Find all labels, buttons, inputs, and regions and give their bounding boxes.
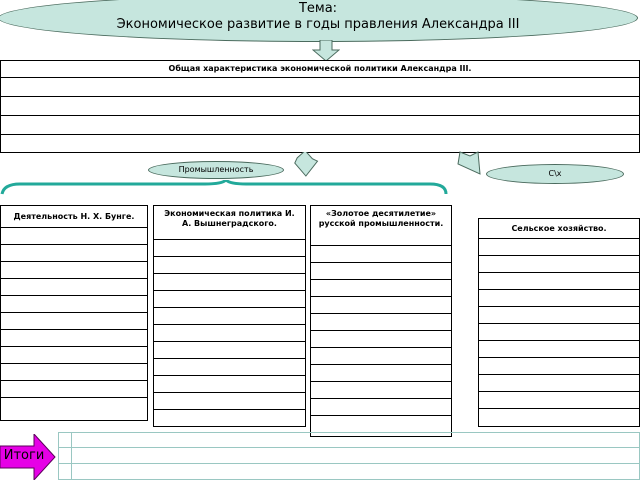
table-row [1, 262, 147, 279]
table-row [154, 410, 305, 427]
table-row [311, 331, 451, 348]
arrow-left-icon [288, 152, 320, 178]
table-row [1, 330, 147, 347]
table-row [1, 135, 639, 152]
table-row [479, 341, 639, 358]
itogi-label: Итоги [3, 448, 45, 463]
table-row [311, 280, 451, 297]
industry-oval [148, 161, 284, 179]
golden-decade-table [310, 205, 452, 437]
summary-table [58, 432, 640, 480]
table-row [1, 398, 147, 415]
arrow-right-icon [456, 150, 486, 176]
table-row [311, 382, 451, 399]
bunge-table [0, 205, 148, 421]
bunge-header: Деятельность Н. Х. Бунге. [1, 206, 147, 228]
table-row [311, 314, 451, 331]
table-row [311, 399, 451, 416]
table-row [479, 375, 639, 392]
table-row [479, 392, 639, 409]
table-row [311, 416, 451, 433]
table-row [1, 97, 639, 116]
industry-label: Промышленность [178, 165, 254, 174]
table-row [1, 313, 147, 330]
general-table [0, 60, 640, 153]
table-row [1, 279, 147, 296]
vyshnegradsky-header: Экономическая политика И. А. Вышнеградского. [154, 206, 305, 240]
general-table-header: Общая характеристика экономической политики Александра III. [1, 61, 639, 78]
table-row [1, 364, 147, 381]
table-row [311, 263, 451, 280]
table-row [154, 359, 305, 376]
summary-row-divider [59, 447, 639, 448]
table-row [154, 291, 305, 308]
table-row [154, 240, 305, 257]
table-row [154, 308, 305, 325]
golden-decade-header: «Золотое десятилетие» русской промышленности. [311, 206, 451, 246]
table-row [1, 296, 147, 313]
table-row [1, 381, 147, 398]
table-row [154, 274, 305, 291]
agriculture-table [478, 218, 640, 427]
table-row [479, 290, 639, 307]
topic-label: Тема: [298, 1, 338, 16]
brace-icon [0, 180, 448, 202]
table-row [1, 347, 147, 364]
table-row [154, 342, 305, 359]
table-row [1, 78, 639, 97]
down-arrow-icon [312, 40, 340, 62]
topic-text: Экономическое развитие в годы правления Александра III [116, 17, 520, 32]
summary-row-divider [59, 463, 639, 464]
table-row [1, 245, 147, 262]
table-row [1, 228, 147, 245]
topic-title [0, 0, 638, 42]
table-row [1, 116, 639, 135]
table-row [479, 256, 639, 273]
table-row [311, 297, 451, 314]
table-row [154, 257, 305, 274]
table-row [479, 358, 639, 375]
table-row [479, 273, 639, 290]
table-row [479, 307, 639, 324]
table-row [311, 246, 451, 263]
vyshnegradsky-table [153, 205, 306, 427]
table-row [479, 239, 639, 256]
agriculture-header: Сельское хозяйство. [479, 219, 639, 239]
summary-col-divider [71, 433, 72, 479]
agri-oval [486, 164, 624, 184]
table-row [311, 348, 451, 365]
table-row [154, 325, 305, 342]
table-row [479, 409, 639, 426]
agri-label: С\х [548, 169, 562, 178]
itogi-arrow[interactable] [0, 434, 56, 480]
table-row [311, 365, 451, 382]
table-row [154, 376, 305, 393]
table-row [479, 324, 639, 341]
table-row [154, 393, 305, 410]
